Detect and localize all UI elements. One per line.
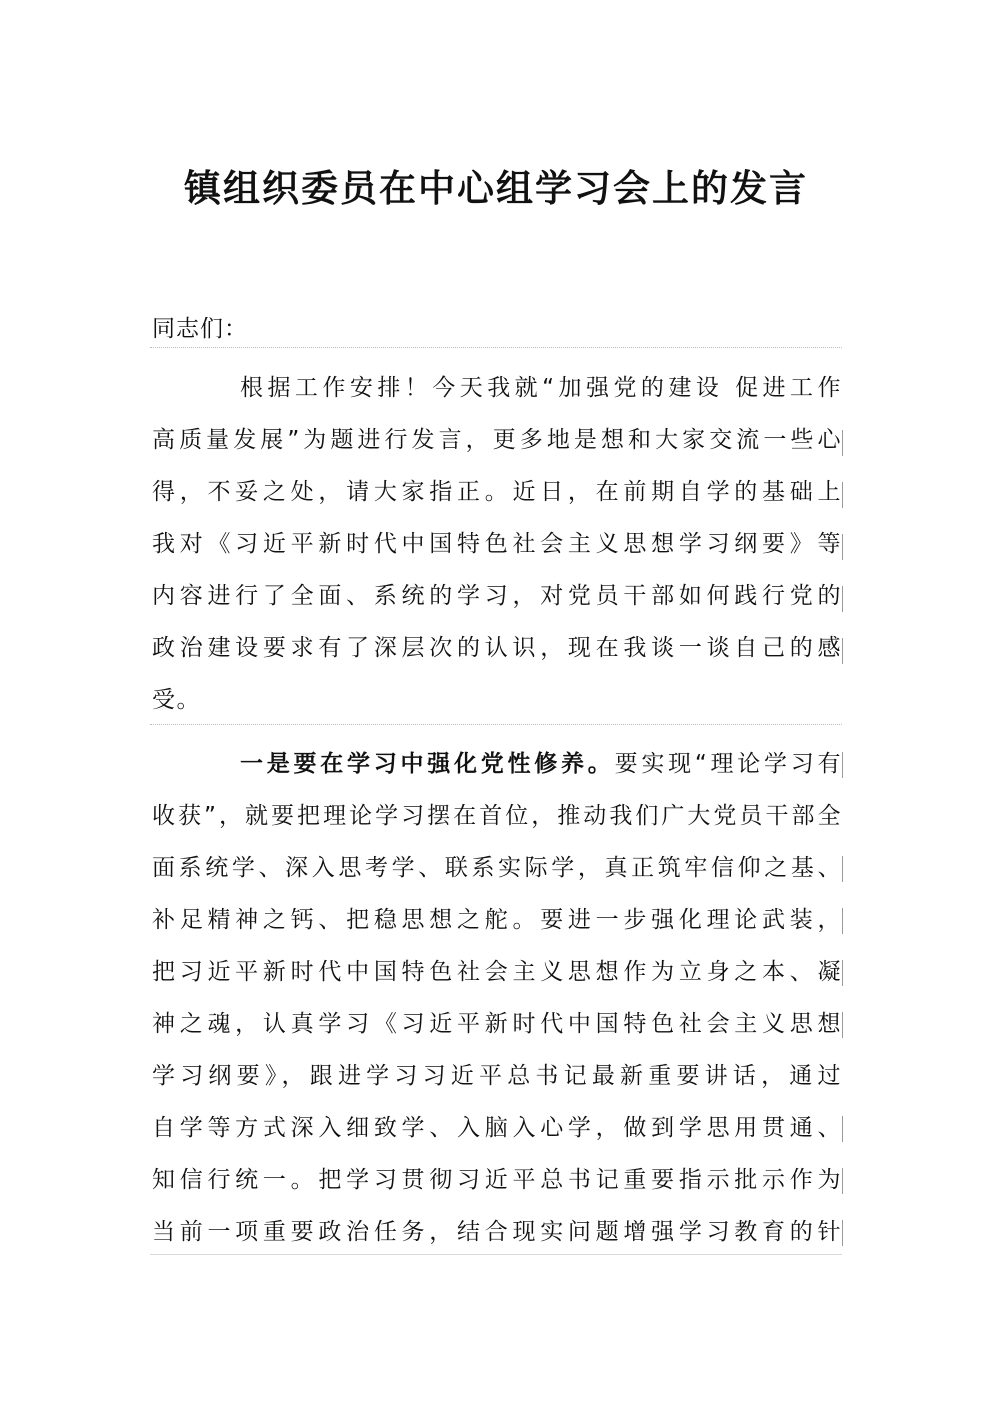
paragraph-1-line: 高质量发展”为题进行发言，更多地是想和大家交流一些心: [152, 427, 842, 453]
right-margin-mark: [842, 908, 843, 934]
right-margin-mark: [842, 534, 843, 560]
paragraph-1-line: 受。: [152, 687, 201, 713]
right-margin-mark: [842, 960, 843, 986]
paragraph-1: [152, 362, 842, 726]
right-margin-mark: [842, 1168, 843, 1194]
paragraph-1-line: 内容进行了全面、系统的学习，对党员干部如何践行党的: [152, 583, 842, 609]
table-bottom-border: [150, 1254, 842, 1255]
paragraph-2-line: 知信行统一。把学习贯彻习近平总书记重要指示批示作为: [152, 1167, 842, 1193]
right-margin-mark: [842, 1220, 843, 1246]
right-margin-mark: [842, 1012, 843, 1038]
right-margin-mark: [842, 586, 843, 612]
paragraph-2-line: 面系统学、深入思考学、联系实际学，真正筑牢信仰之基、: [152, 855, 842, 881]
paragraph-2-line: 神之魂，认真学习《习近平新时代中国特色社会主义思想: [152, 1011, 842, 1037]
paragraph-2-line: 学习纲要》，跟进学习习近平总书记最新重要讲话，通过: [152, 1063, 842, 1089]
paragraph-1-line: 根据工作安排！今天我就“加强党的建设 促进工作: [240, 375, 842, 401]
paragraph-2-line: 把习近平新时代中国特色社会主义思想作为立身之本、凝: [152, 959, 842, 985]
table-top-border: [150, 347, 842, 348]
paragraph-2-line: 收获”，就要把理论学习摆在首位，推动我们广大党员干部全: [152, 803, 842, 829]
paragraph-1-line: 我对《习近平新时代中国特色社会主义思想学习纲要》等: [152, 531, 842, 557]
paragraph-1-line: 政治建设要求有了深层次的认识，现在我谈一谈自己的感: [152, 635, 842, 661]
paragraph-2-lead: 一是要在学习中强化党性修养。: [240, 751, 615, 777]
paragraph-2-line: 当前一项重要政治任务，结合现实问题增强学习教育的针: [152, 1219, 842, 1245]
right-margin-mark: [842, 430, 843, 456]
right-margin-mark: [842, 856, 843, 882]
document-title: 镇组织委员在中心组学习会上的发言: [184, 166, 808, 210]
salutation: 同志们：: [152, 316, 248, 342]
paragraph-1-line: 得，不妥之处，请大家指正。近日，在前期自学的基础上: [152, 479, 842, 505]
paragraph-2-first-line: [152, 738, 842, 790]
paragraph-2-first-line-rest: 要实现“理论学习有: [614, 751, 842, 777]
right-margin-mark: [842, 482, 843, 508]
right-margin-mark: [842, 638, 843, 664]
right-margin-mark: [842, 752, 843, 778]
paragraph-2: [152, 738, 842, 1258]
paragraph-2-line: 自学等方式深入细致学、入脑入心学，做到学思用贯通、: [152, 1115, 842, 1141]
row-divider: [150, 724, 842, 725]
paragraph-2-line: 补足精神之钙、把稳思想之舵。要进一步强化理论武装，: [152, 907, 842, 933]
right-margin-mark: [842, 1116, 843, 1142]
